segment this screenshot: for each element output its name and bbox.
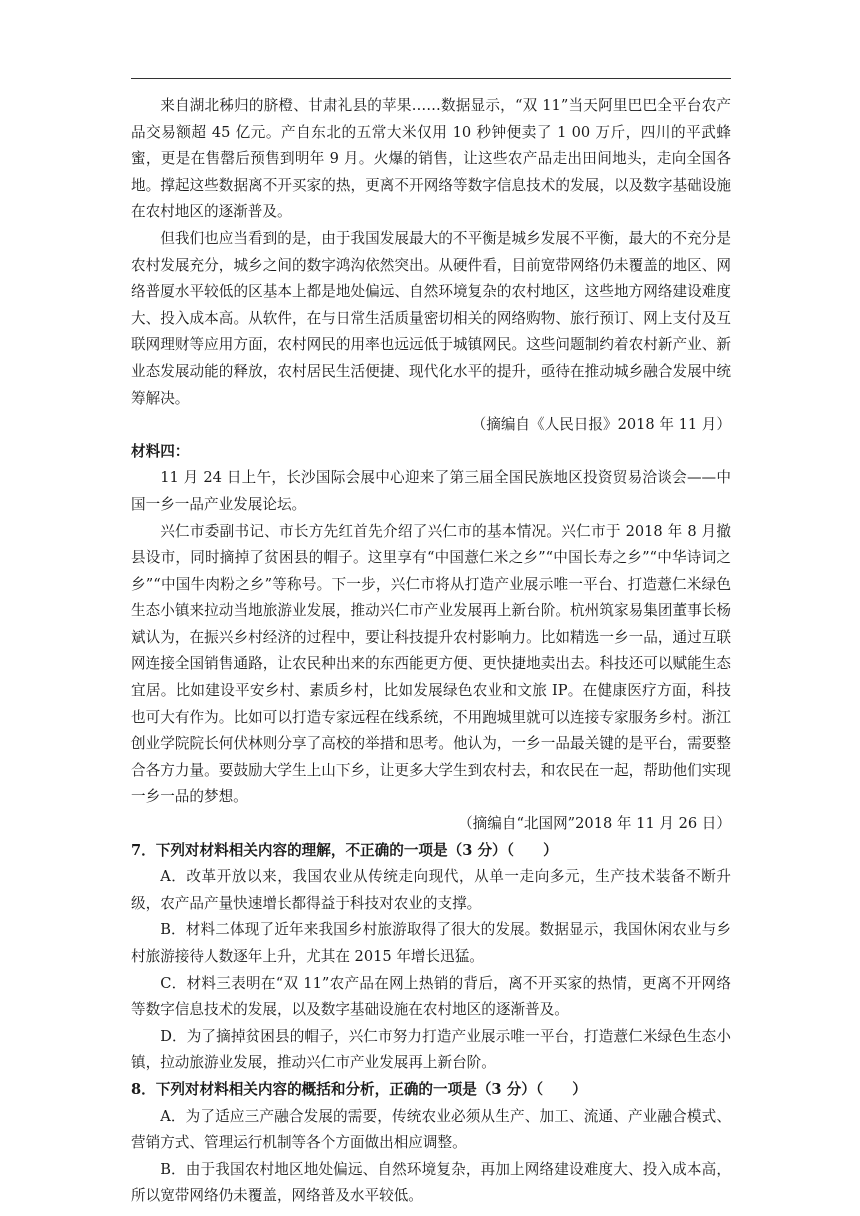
material4-heading: 材料四： xyxy=(131,442,190,460)
question8-stem: 8．下列对材料相关内容的概括和分析，正确的一项是（3 分）（ ） xyxy=(131,1080,587,1098)
material3-source: （摘编自《人民日报》2018 年 11 月） xyxy=(471,416,731,434)
question7-option-b: B．材料二体现了近年来我国乡村旅游取得了很大的发展。数据显示，我国休闲农业与乡村旅游接待人数逐年上升，尤其在 2015 年增长迅猛。 xyxy=(131,921,731,965)
material3-paragraph-2: 但我们也应当看到的是，由于我国发展最大的不平衡是城乡发展不平衡，最大的不充分是农村发展充分，城乡之间的数字鸿沟依然突出。从硬件看，目前宽带网络仍未覆盖的地区、网络普厦水平较低的区基本上都是地处偏远、自然环境复杂的农村地区，这些地方网络建设难度大、投入成本高。从软件，在与日常生活质量密切相关的网络购物、旅行预订、网上支付及互联网理财等应用方面，农村网民的用率也远远低于城镇网民。这些问题制约着农村新产业、新业态发展动能的释放，农村居民生活便捷、现代化水平的提升，亟待在推动城乡融合发展中统筹解决。 xyxy=(131,229,731,407)
question8-option-a: A．为了适应三产融合发展的需要，传统农业必须从生产、加工、流通、产业融合模式、营销方式、管理运行机制等各个方面做出相应调整。 xyxy=(131,1107,731,1152)
question7-option-d: D．为了摘掉贫困县的帽子，兴仁市努力打造产业展示唯一平台，打造薏仁米绿色生态小镇，拉动旅游业发展，推动兴仁市产业发展再上新台阶。 xyxy=(131,1027,731,1072)
material4-paragraph-2: 兴仁市委副书记、市长方先红首先介绍了兴仁市的基本情况。兴仁市于 2018 年 8 月撤县设市，同时摘掉了贫困县的帽子。这里享有“中国薏仁米之乡”“中国长寿之乡”“中华诗词之乡”“中国牛肉粉之乡”等称号。下一步，兴仁市将从打造产业展示唯一平台、打造薏仁米绿色生态小镇来拉动当地旅游业发展，推动兴仁市产业发展再上新台阶。杭州筑家易集团董事长杨斌认为，在振兴乡村经济的过程中，要让科技提升农村影响力。比如精选一乡一品，通过互联网连接全国销售通路，让农民种出来的东西能更方便、更快捷地卖出去。科技还可以赋能生态宜居。比如建设平安乡村、素质乡村，比如发展绿色农业和文旅 IP。在健康医疗方面，科技也可大有作为。比如可以打造专家远程在线系统，不用跑城里就可以连接专家服务乡村。浙江创业学院院长何伏林则分享了高校的举措和思考。他认为，一乡一品最关键的是平台，需要整合各方力量。要鼓励大学生上山下乡，让更多大学生到农村去，和农民在一起，帮助他们实现一乡一品的梦想。 xyxy=(131,522,731,806)
material4-paragraph-1: 11 月 24 日上午，长沙国际会展中心迎来了第三届全国民族地区投资贸易洽谈会——中国一乡一品产业发展论坛。 xyxy=(131,469,731,513)
question7-option-a: A．改革开放以来，我国农业从传统走向现代，从单一走向多元，生产技术装备不断升级，农产品产量快速增长都得益于科技对农业的支撑。 xyxy=(131,868,731,912)
question7-stem: 7．下列对材料相关内容的理解，不正确的一项是（3 分）（ ） xyxy=(131,841,558,859)
material4-source: （摘编自“北国网”2018 年 11 月 26 日） xyxy=(458,815,731,833)
question7-option-c: C．材料三表明在“双 11”农产品在网上热销的背后，离不开买家的热情，更离不开网络等数字信息技术的发展，以及数字基础设施在农村地区的逐渐普及。 xyxy=(131,974,731,1019)
header-rule xyxy=(131,78,731,79)
question8-option-b: B．由于我国农村地区地处偏远、自然环境复杂，再加上网络建设难度大、投入成本高，所以宽带网络仍未覆盖，网络普及水平较低。 xyxy=(131,1160,731,1205)
material3-paragraph-1: 来自湖北秭归的脐橙、甘肃礼县的苹果……数据显示，“双 11”当天阿里巴巴全平台农产品交易额超 45 亿元。产自东北的五常大米仅用 10 秒钟便卖了 1 00 万斤，四川的平武蜂蜜，更是在售罄后预售到明年 9 月。火爆的销售，让这些农产品走出田间地头，走向全国各地。撑起这些数据离不开买家的热，更离不开网络等数字信息技术的发展，以及数字基础设施在农村地区的逐渐普及。 xyxy=(131,97,731,221)
document-body xyxy=(131,93,731,1210)
